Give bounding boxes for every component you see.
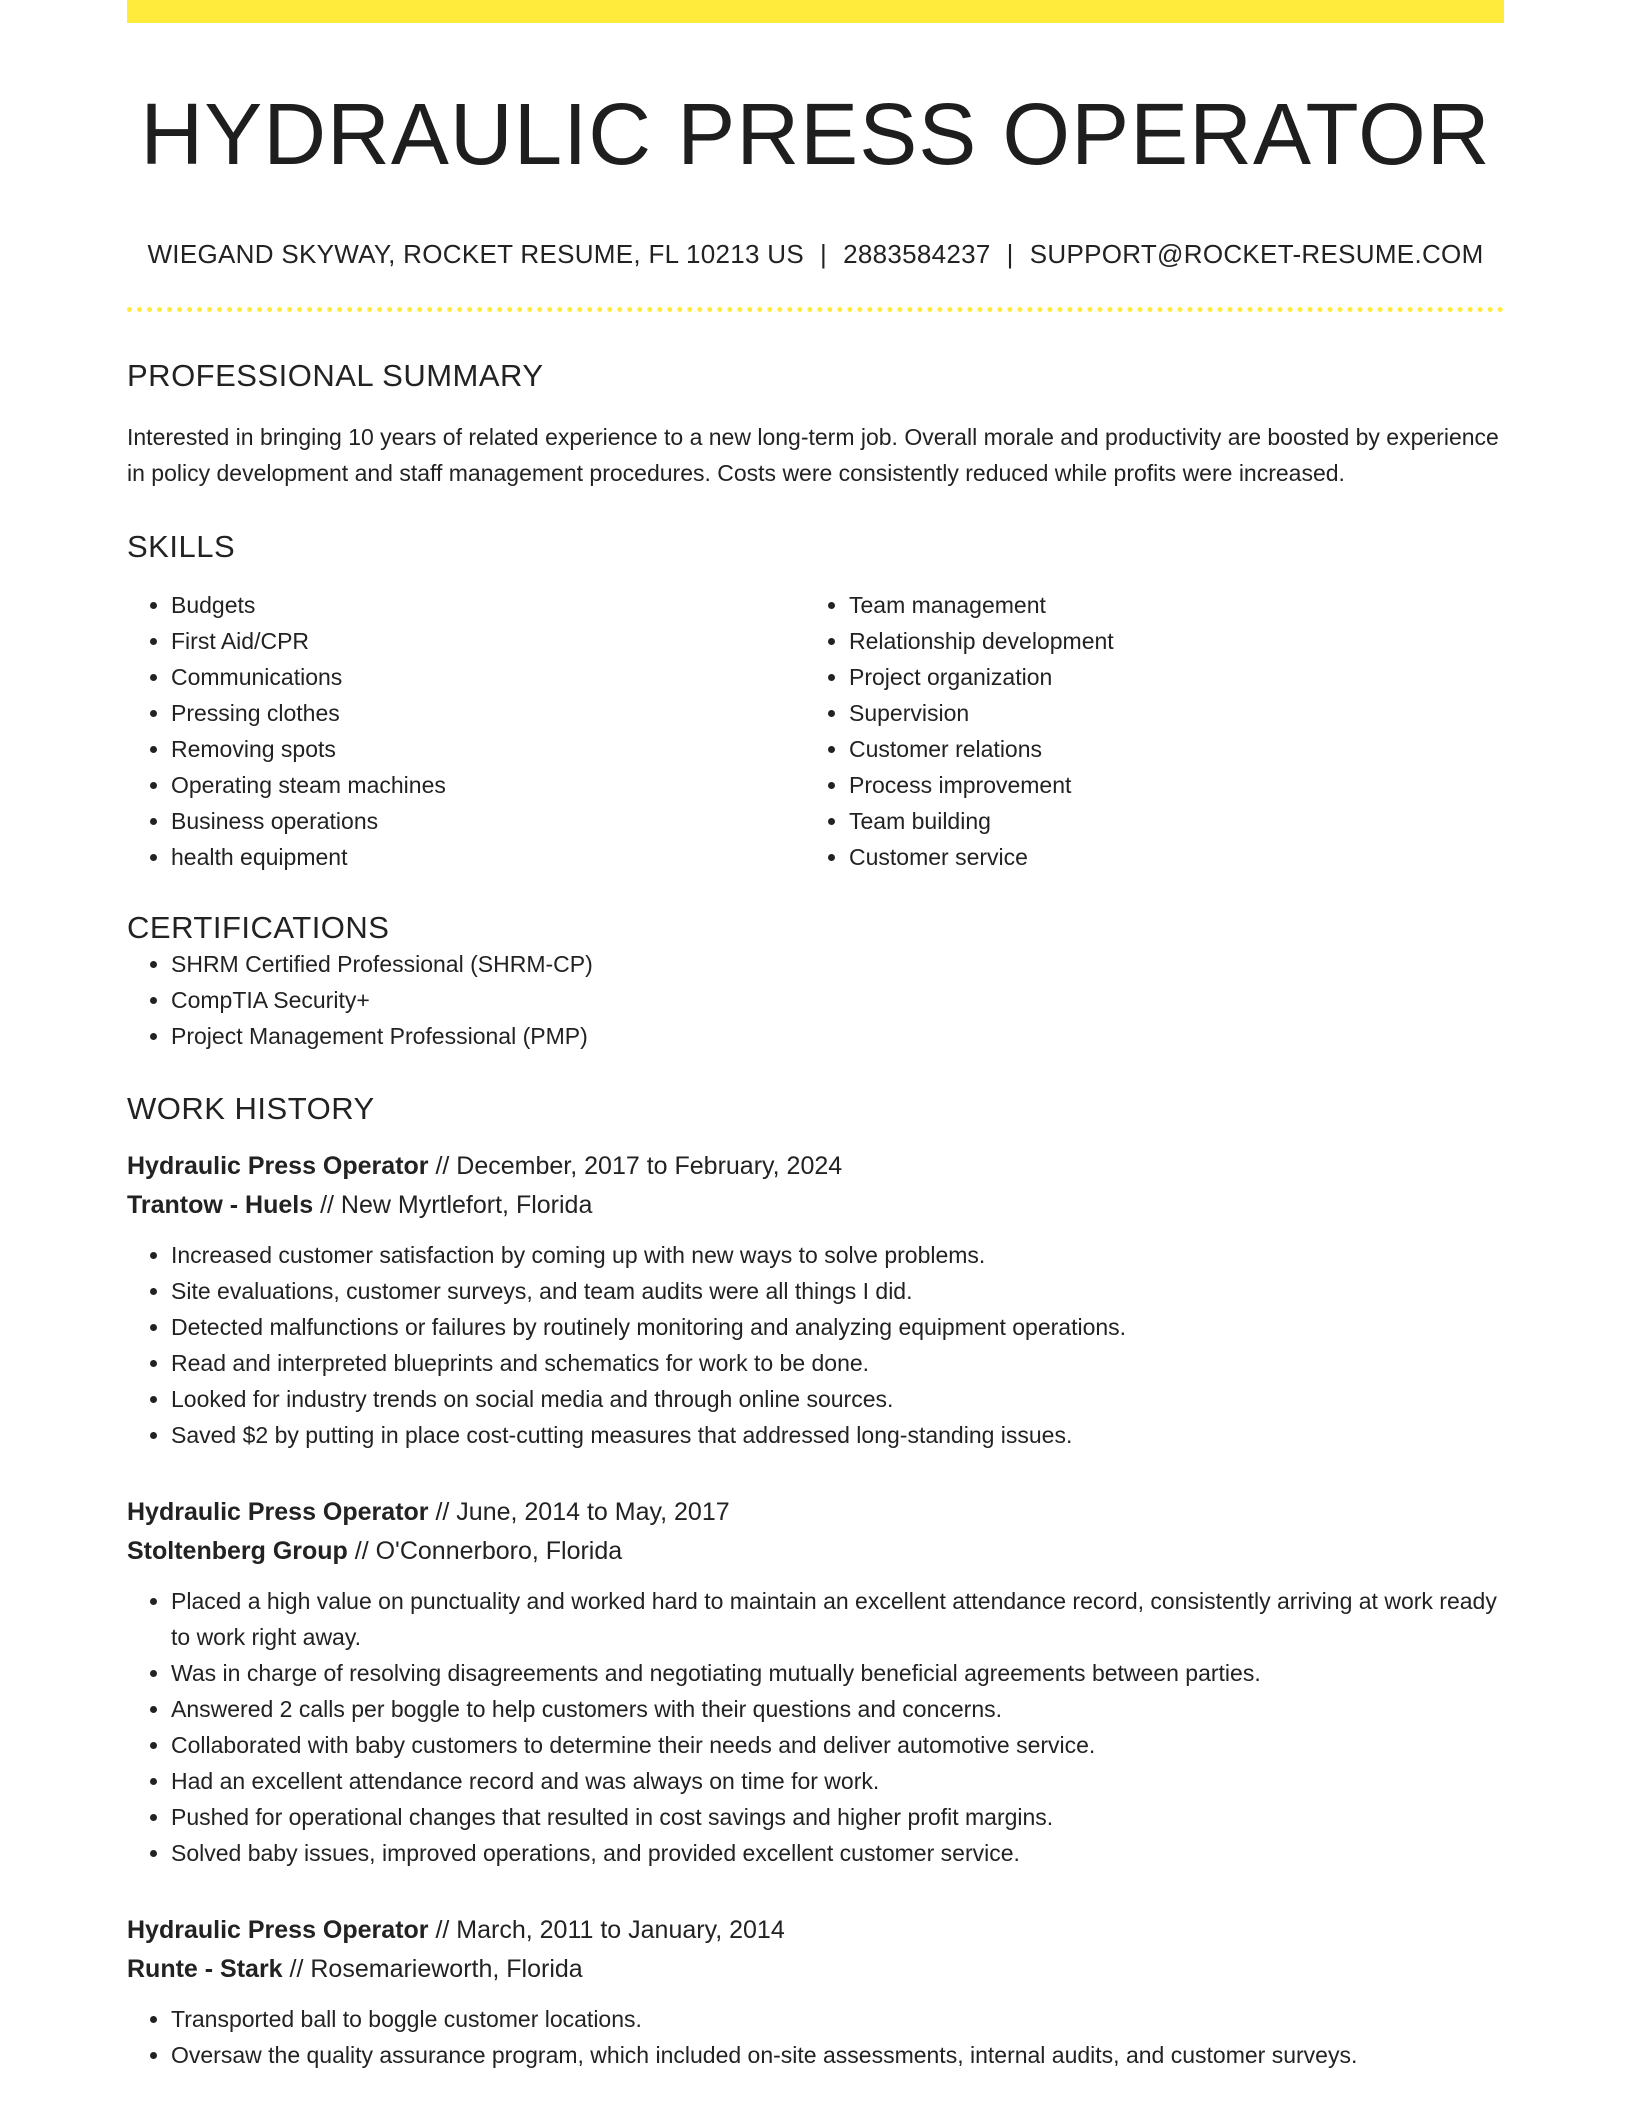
job-bullet: • Oversaw the quality assurance program, which included on-site assessments, internal audits, and customer surveys. <box>171 2037 1504 2073</box>
job-bullets <box>127 2001 1504 2073</box>
skills-list-left <box>127 587 805 875</box>
summary-heading: PROFESSIONAL SUMMARY <box>127 358 544 394</box>
certification-item: • CompTIA Security+ <box>171 982 1504 1018</box>
skills-column-left <box>127 587 805 875</box>
skill-item: • Operating steam machines <box>171 767 805 803</box>
summary-text: Interested in bringing 10 years of related experience to a new long-term job. Overall morale and productivity are boosted by experience in policy development and staff management procedures. Costs were consistently reduced while profits were increased. <box>127 423 1499 486</box>
job-bullet: • Answered 2 calls per boggle to help customers with their questions and concerns. <box>171 1691 1504 1727</box>
skill-item: • Communications <box>171 659 805 695</box>
job-entry <box>127 1911 1504 2073</box>
skill-item: • First Aid/CPR <box>171 623 805 659</box>
job-bullets <box>127 1583 1504 1871</box>
job-bullet: • Looked for industry trends on social media and through online sources. <box>171 1381 1504 1417</box>
skill-item: • Customer service <box>849 839 1483 875</box>
certifications-heading: CERTIFICATIONS <box>127 909 390 945</box>
skill-item: • Customer relations <box>849 731 1483 767</box>
skill-item: • Relationship development <box>849 623 1483 659</box>
skills-heading: SKILLS <box>127 528 236 564</box>
resume-page <box>127 0 1504 2073</box>
job-dates: // March, 2011 to January, 2014 <box>428 1916 785 1945</box>
job-role: Hydraulic Press Operator <box>127 1498 429 1527</box>
skill-item: • Removing spots <box>171 731 805 767</box>
job-title-line <box>127 1493 1504 1532</box>
skill-item: • Budgets <box>171 587 805 623</box>
job-bullet: • Detected malfunctions or failures by routinely monitoring and analyzing equipment operations. <box>171 1309 1504 1345</box>
job-bullet: • Had an excellent attendance record and was always on time for work. <box>171 1763 1504 1799</box>
job-title-line <box>127 1147 1504 1186</box>
job-role: Hydraulic Press Operator <box>127 1916 429 1945</box>
contact-phone: 2883584237 <box>843 239 991 270</box>
job-entry <box>127 1493 1504 1871</box>
job-role: Hydraulic Press Operator <box>127 1152 429 1181</box>
dotted-divider <box>127 307 1504 312</box>
skill-item: • Team building <box>849 803 1483 839</box>
job-bullet: • Solved baby issues, improved operations, and provided excellent customer service. <box>171 1835 1504 1871</box>
job-dates: // December, 2017 to February, 2024 <box>428 1152 843 1181</box>
skill-item: • Pressing clothes <box>171 695 805 731</box>
job-bullet: • Saved $2 by putting in place cost-cutting measures that addressed long-standing issues. <box>171 1417 1504 1453</box>
contact-line <box>127 239 1504 270</box>
contact-email: SUPPORT@ROCKET-RESUME.COM <box>1029 239 1484 270</box>
resume-name-title: HYDRAULIC PRESS OPERATOR <box>140 86 1491 183</box>
job-company: Stoltenberg Group <box>127 1537 348 1566</box>
contact-separator: | <box>1006 239 1014 270</box>
contact-address: WIEGAND SKYWAY, ROCKET RESUME, FL 10213 US <box>147 239 804 270</box>
job-bullet: • Placed a high value on punctuality and worked hard to maintain an excellent attendance record, consistently arriving at work ready to work right away. <box>171 1583 1504 1655</box>
skills-list-right <box>805 587 1483 875</box>
job-bullets <box>127 1237 1504 1453</box>
contact-separator: | <box>820 239 828 270</box>
job-company-line <box>127 1532 1504 1571</box>
skills-column-right <box>805 587 1483 875</box>
job-company-line <box>127 1186 1504 1225</box>
job-company: Trantow - Huels <box>127 1191 314 1220</box>
certifications-list <box>127 946 1504 1054</box>
job-bullet: • Transported ball to boggle customer locations. <box>171 2001 1504 2037</box>
job-bullet: • Increased customer satisfaction by coming up with new ways to solve problems. <box>171 1237 1504 1273</box>
job-title-line <box>127 1911 1504 1950</box>
job-location: // New Myrtlefort, Florida <box>313 1191 593 1220</box>
skill-item: • Supervision <box>849 695 1483 731</box>
job-entry <box>127 1147 1504 1453</box>
job-bullet: • Collaborated with baby customers to determine their needs and deliver automotive service. <box>171 1727 1504 1763</box>
skill-item: • Process improvement <box>849 767 1483 803</box>
job-bullet: • Pushed for operational changes that resulted in cost savings and higher profit margins. <box>171 1799 1504 1835</box>
job-bullet: • Read and interpreted blueprints and schematics for work to be done. <box>171 1345 1504 1381</box>
job-bullet: • Site evaluations, customer surveys, and team audits were all things I did. <box>171 1273 1504 1309</box>
job-location: // O'Connerboro, Florida <box>347 1537 623 1566</box>
accent-top-bar <box>127 0 1504 23</box>
certification-item: • SHRM Certified Professional (SHRM-CP) <box>171 946 1504 982</box>
skill-item: • health equipment <box>171 839 805 875</box>
job-dates: // June, 2014 to May, 2017 <box>428 1498 730 1527</box>
job-company-line <box>127 1950 1504 1989</box>
work-history-heading: WORK HISTORY <box>127 1090 375 1126</box>
job-bullet: • Was in charge of resolving disagreements and negotiating mutually beneficial agreements between parties. <box>171 1655 1504 1691</box>
skill-item: • Team management <box>849 587 1483 623</box>
job-company: Runte - Stark <box>127 1955 283 1984</box>
skill-item: • Project organization <box>849 659 1483 695</box>
skills-grid <box>127 587 1504 875</box>
job-location: // Rosemarieworth, Florida <box>282 1955 583 1984</box>
skill-item: • Business operations <box>171 803 805 839</box>
certification-item: • Project Management Professional (PMP) <box>171 1018 1504 1054</box>
